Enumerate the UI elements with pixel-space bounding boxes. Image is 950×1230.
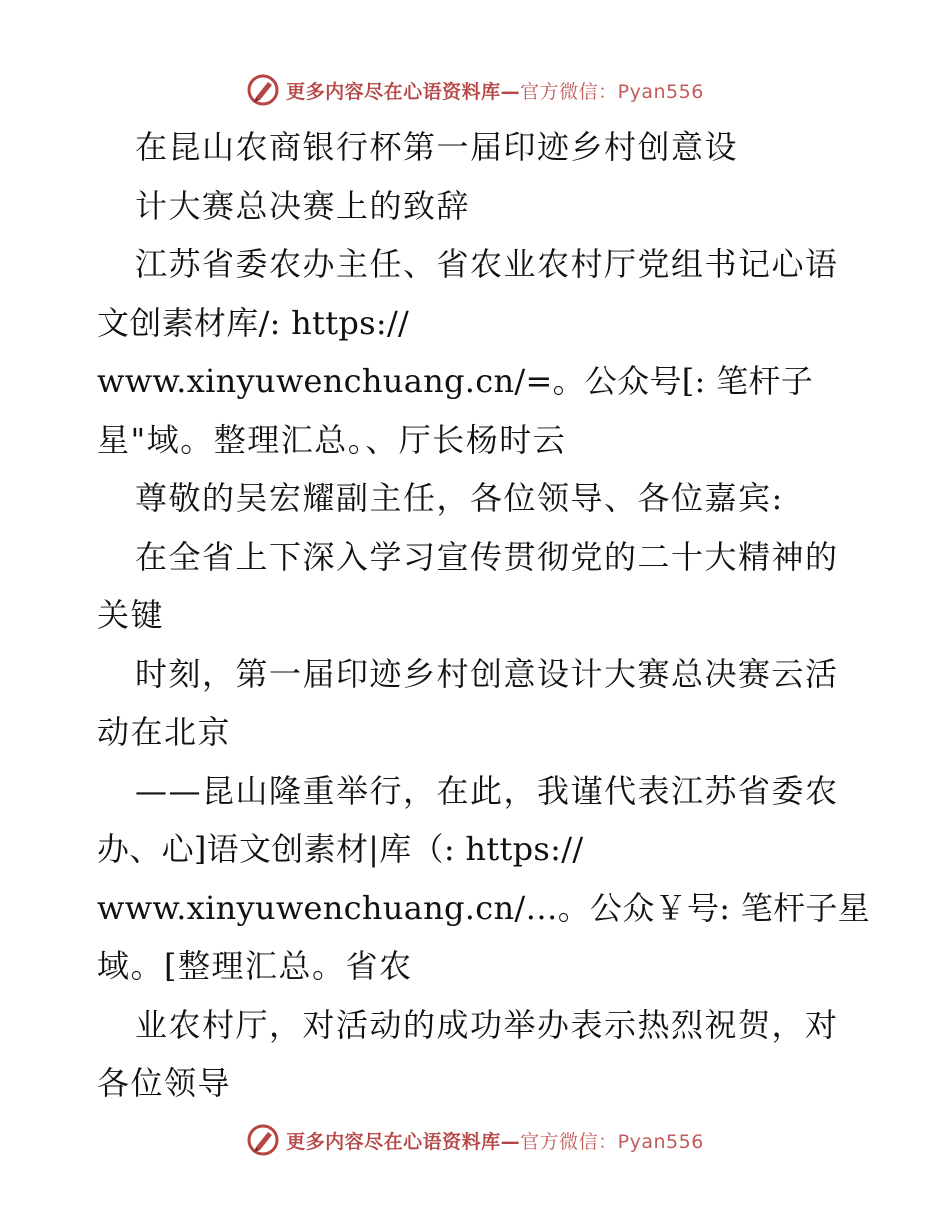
text-line: 域。[整理汇总。省农 [97,947,413,985]
document-body [97,118,871,1113]
footer-banner-inner [246,1123,704,1157]
text-line: 各位领导 [97,1064,232,1102]
text-line: 动在北京 [97,713,232,751]
text-line: www.xinyuwenchuang.cn/…。公众￥号: 笔杆子星 [97,888,871,927]
header-banner-inner [246,73,704,107]
footer-banner-wechat: 官方微信：Pyan556 [520,1130,704,1153]
text-line: www.xinyuwenchuang.cn/=。公众号[: 笔杆子 [97,362,814,400]
footer-banner-label: 更多内容尽在心语资料库— [286,1130,521,1153]
text-line: 办、心]语文创素材|库（: https:// [97,830,584,868]
text-line: 星"域。整理汇总。、厅长杨时云 [97,420,567,459]
text-line: 江苏省委农办主任、省农业农村厅党组书记心语 [135,245,839,283]
footer-banner [0,1120,950,1160]
header-banner-wechat: 官方微信：Pyan556 [520,80,704,103]
salutation-line: 尊敬的吴宏耀副主任，各位领导、各位嘉宾: [135,479,784,517]
text-line: 关键 [97,596,165,634]
title-line-1: 在昆山农商银行杯第一届印迹乡村创意设 [135,128,739,166]
header-banner [0,70,950,110]
text-line: 业农村厅，对活动的成功举办表示热烈祝贺，对 [135,1005,839,1044]
header-banner-text [286,77,704,104]
header-banner-label: 更多内容尽在心语资料库— [286,80,521,103]
title-line-2: 计大赛总决赛上的致辞 [135,186,471,225]
text-line: ——昆山隆重举行，在此，我谨代表江苏省委农 [135,771,839,810]
pen-logo-icon [246,73,280,107]
footer-banner-text [286,1127,704,1154]
pen-logo-icon [246,1123,280,1157]
text-line: 文创素材库/: https:// [97,303,410,342]
text-line: 时刻，第一届印迹乡村创意设计大赛总决赛云活 [135,654,839,693]
text-line: 在全省上下深入学习宣传贯彻党的二十大精神的 [135,537,839,576]
